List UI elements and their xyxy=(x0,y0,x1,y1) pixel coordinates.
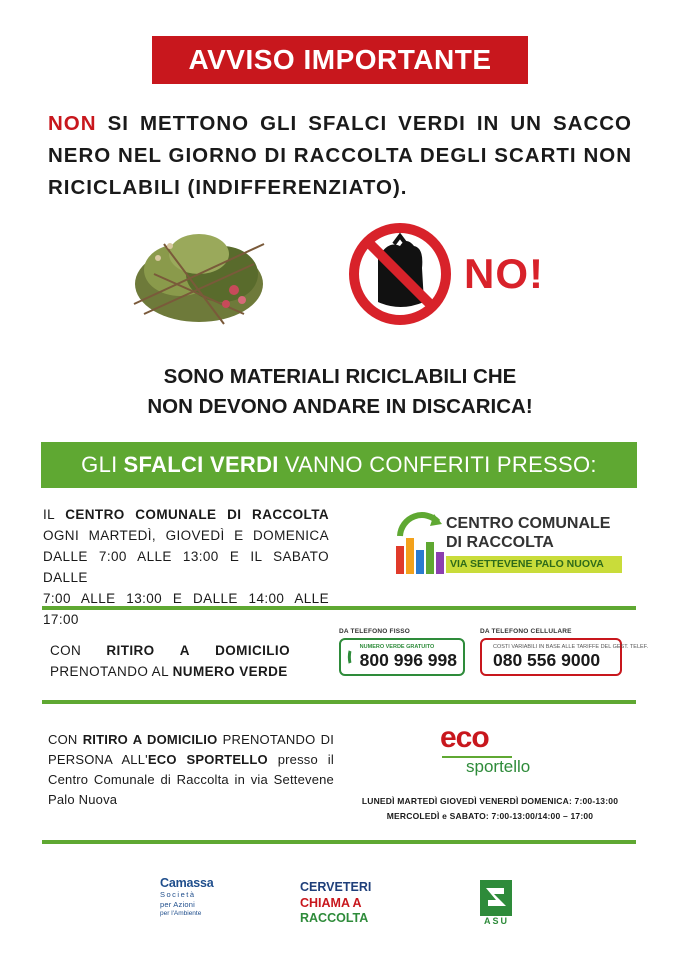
sec1-hours-2: 7:00 ALLE 13:00 E DALLE 14:00 ALLE 17:00 xyxy=(43,591,329,627)
sec2-a: A xyxy=(179,643,190,658)
title-banner xyxy=(152,36,528,84)
sec2-prenotando: PRENOTANDO AL xyxy=(50,664,169,679)
ccr-logo xyxy=(390,506,626,578)
ccr-logo-line-2: DI RACCOLTA xyxy=(446,534,554,551)
hours-line-1: LUNEDÌ MARTEDÌ GIOVEDÌ VENERDÌ DOMENICA: 7:00-13:00 xyxy=(361,796,619,806)
sec1-hours-1: DALLE 7:00 ALLE 13:00 E IL SABATO DALLE xyxy=(43,549,329,585)
sec3-prenotando: PRENOTANDO DI PERSONA ALL' xyxy=(48,732,335,767)
green-banner xyxy=(41,442,637,488)
eco-desk-hours xyxy=(340,794,640,824)
landline-number-block xyxy=(339,628,465,680)
landline-label: DA TELEFONO FISSO xyxy=(339,628,411,635)
camassa-sub-1: Società xyxy=(160,890,196,899)
landline-tag: NUMERO VERDE GRATUITO xyxy=(359,644,435,650)
asu-label: ASU xyxy=(484,916,510,926)
cerveteri-line-3: RACCOLTA xyxy=(300,911,369,925)
hours-line-2: MERCOLEDÌ e SABATO: 7:00-13:00/14:00 – 17:00 xyxy=(386,811,594,821)
sec3-rest: presso il Centro Comunale di Raccolta in via Settevene Palo Nuova xyxy=(48,752,334,807)
headline-text: SI METTONO GLI SFALCI VERDI IN UN SACCO NERO NEL GIORNO DI RACCOLTA DEGLI SCARTI NON RICICLABILI (INDIFFERENZIATO). xyxy=(48,112,632,199)
sec2-numero: NUMERO VERDE xyxy=(172,664,288,679)
sec2-ritiro: RITIRO xyxy=(106,643,155,658)
sec1-il: IL xyxy=(43,507,55,522)
mobile-number[interactable]: 080 556 9000 xyxy=(493,650,601,670)
home-pickup-phone-text xyxy=(50,640,290,682)
page-title: AVVISO IMPORTANTE xyxy=(188,44,492,75)
headline xyxy=(48,108,632,204)
sec3-con: CON xyxy=(48,732,78,747)
asu-logo xyxy=(474,876,518,930)
eco-logo-eco: eco xyxy=(440,721,489,754)
sec1-bold: CENTRO COMUNALE DI RACCOLTA xyxy=(65,507,329,522)
phone-handset-icon xyxy=(347,644,355,670)
sec2-con: CON xyxy=(50,643,82,658)
mobile-number-block xyxy=(480,628,648,680)
cerveteri-logo xyxy=(300,880,390,927)
divider xyxy=(42,700,636,704)
cerveteri-line-2: CHIAMA A xyxy=(300,895,362,910)
ccr-logo-address: VIA SETTEVENE PALO NUOVA xyxy=(446,556,622,573)
eco-sportello-logo xyxy=(440,722,570,782)
camassa-sub-2: per Azioni xyxy=(160,899,195,909)
camassa-sub-3: per l'Ambiente xyxy=(160,910,202,917)
eco-logo-sportello: sportello xyxy=(466,757,531,776)
camassa-name: Camassa xyxy=(160,876,214,890)
no-black-bag-sign xyxy=(348,218,548,330)
collection-centre-text xyxy=(43,504,329,630)
eco-desk-text xyxy=(48,730,334,810)
cerveteri-line-1: CERVETERI xyxy=(300,880,372,894)
sec3-bold-2: ECO SPORTELLO xyxy=(147,752,268,767)
banner-pre: GLI xyxy=(81,452,118,477)
banner-post: VANNO CONFERITI PRESSO: xyxy=(284,452,597,477)
banner-bold: SFALCI VERDI xyxy=(123,452,279,477)
mobile-tag: COSTI VARIABILI IN BASE ALLE TARIFFE DEL GEST. TELEF. xyxy=(493,644,648,650)
sec1-days: OGNI MARTEDÌ, GIOVEDÌ E DOMENICA xyxy=(43,528,329,543)
sec3-bold-1: RITIRO A DOMICILIO xyxy=(82,732,218,747)
landline-number[interactable]: 800 996 998 xyxy=(359,650,457,670)
ccr-logo-line-1: CENTRO COMUNALE xyxy=(446,515,611,532)
subheading xyxy=(60,362,620,422)
subheading-line-1: SONO MATERIALI RICICLABILI CHE xyxy=(163,365,517,388)
divider xyxy=(42,840,636,844)
camassa-logo xyxy=(160,876,220,919)
headline-negation: NON xyxy=(48,112,97,135)
green-cuttings-illustration xyxy=(124,214,274,332)
sec2-domicilio: DOMICILIO xyxy=(215,643,290,658)
mobile-label: DA TELEFONO CELLULARE xyxy=(480,628,572,635)
recycle-buildings-icon xyxy=(390,506,450,578)
no-label: NO! xyxy=(464,250,544,297)
divider xyxy=(42,606,636,610)
subheading-line-2: NON DEVONO ANDARE IN DISCARICA! xyxy=(147,395,533,418)
